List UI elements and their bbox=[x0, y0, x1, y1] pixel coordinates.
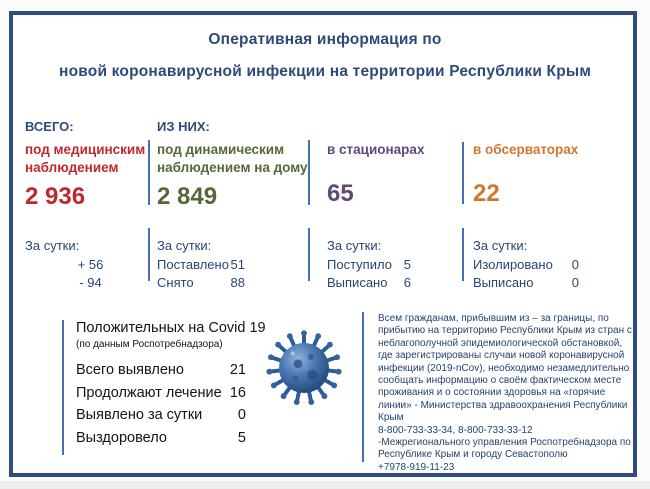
covid-stat-value: 5 bbox=[237, 429, 246, 446]
stat-label-observators: в обсерваторах bbox=[473, 142, 579, 157]
title-line-1: Оперативная информация по bbox=[208, 31, 442, 48]
divider bbox=[308, 228, 310, 281]
daily-column-hospitals bbox=[327, 237, 411, 293]
daily-row-value: 5 bbox=[403, 256, 411, 272]
accent-line bbox=[62, 320, 64, 455]
daily-row-name: Выписано bbox=[473, 275, 534, 290]
daily-title: За сутки: bbox=[473, 238, 528, 253]
coronavirus-icon bbox=[261, 325, 347, 411]
covid-stat-value: 21 bbox=[229, 362, 246, 379]
daily-title: За сутки: bbox=[157, 238, 212, 253]
stat-value-dynamic-home: 2 849 bbox=[157, 183, 218, 210]
covid-stat-row bbox=[76, 382, 246, 405]
notice-block bbox=[378, 313, 632, 474]
daily-row-name: Поступило bbox=[327, 256, 392, 272]
covid-block-subtitle: (по данным Роспотребнадзора) bbox=[76, 339, 223, 350]
covid-stat-row bbox=[76, 359, 246, 382]
daily-column-dynamic bbox=[157, 237, 245, 293]
covid-stat-row bbox=[76, 404, 246, 427]
covid-stat-value: 16 bbox=[229, 384, 246, 401]
label-of-them: ИЗ НИХ: bbox=[157, 119, 210, 134]
title-line-2: новой коронавирусной инфекции на территории Республики Крым bbox=[59, 63, 591, 80]
divider bbox=[148, 228, 150, 281]
page-title bbox=[0, 31, 650, 81]
daily-title: За сутки: bbox=[327, 238, 382, 253]
stat-label-hospitals: в стационарах bbox=[327, 142, 425, 157]
agency-name: -Межрегионального управления Роспотребнадзора по Республике Крым и городу Севастополю bbox=[378, 437, 631, 461]
daily-column-observators bbox=[473, 237, 579, 293]
daily-row-value: 88 bbox=[230, 275, 245, 290]
label-total: ВСЕГО: bbox=[25, 119, 74, 134]
daily-row-name: Изолировано bbox=[473, 256, 553, 272]
covid-block-title: Положительных на Covid 19 bbox=[76, 320, 266, 336]
bottom-strip bbox=[0, 481, 650, 489]
daily-row-value: + 56 bbox=[77, 256, 104, 272]
daily-row-value: 6 bbox=[403, 275, 411, 290]
divider bbox=[148, 140, 150, 205]
divider bbox=[462, 228, 464, 281]
daily-row-name: Поставлено bbox=[157, 256, 229, 272]
covid-stats-list bbox=[76, 359, 246, 449]
hotline-numbers: 8-800-733-33-34, 8-800-733-33-12 bbox=[378, 424, 533, 436]
stat-value-hospitals: 65 bbox=[327, 180, 354, 207]
covid-stat-name: Выявлено за сутки bbox=[76, 407, 203, 424]
divider bbox=[362, 312, 364, 462]
daily-row-name: Снято bbox=[157, 275, 194, 290]
divider bbox=[308, 140, 310, 205]
covid-stat-value: 0 bbox=[237, 407, 246, 424]
daily-column-total bbox=[25, 237, 138, 293]
daily-row-value: 51 bbox=[230, 256, 245, 272]
stat-label-medical-observation: под медицинским наблюдением bbox=[25, 142, 146, 175]
daily-row-name: Выписано bbox=[327, 275, 388, 290]
covid-stat-name: Продолжают лечение bbox=[76, 384, 222, 401]
stat-value-observators: 22 bbox=[473, 180, 500, 207]
daily-row-value: 0 bbox=[571, 256, 579, 272]
agency-phone: +7978-919-11-23 bbox=[378, 461, 455, 473]
divider bbox=[462, 142, 464, 204]
daily-row-value: - 94 bbox=[79, 275, 102, 290]
daily-title: За сутки: bbox=[25, 238, 80, 253]
stat-value-medical-observation: 2 936 bbox=[25, 183, 86, 210]
daily-row-value: 0 bbox=[571, 275, 579, 290]
covid-stat-row bbox=[76, 427, 246, 450]
notice-paragraph: Всем гражданам, прибывшим из – за границы, по прибытию на территорию Республики Крым из стран с неблагополучной эпидемиологической обстановкой, где зарегистрированы случаи новой коронавирусной инфекции (2019-nCov), необходимо незамедлительно сообщать информацию о своём фактическом месте проживания и о состоянии здоровья на «горячие линии» - Министерства здравоохранения Республики Крым bbox=[378, 313, 632, 424]
covid-stat-name: Выздоровело bbox=[76, 429, 167, 446]
covid-stat-name: Всего выявлено bbox=[76, 362, 184, 379]
stat-label-dynamic-home: под динамическим наблюдением на дому bbox=[157, 142, 308, 175]
